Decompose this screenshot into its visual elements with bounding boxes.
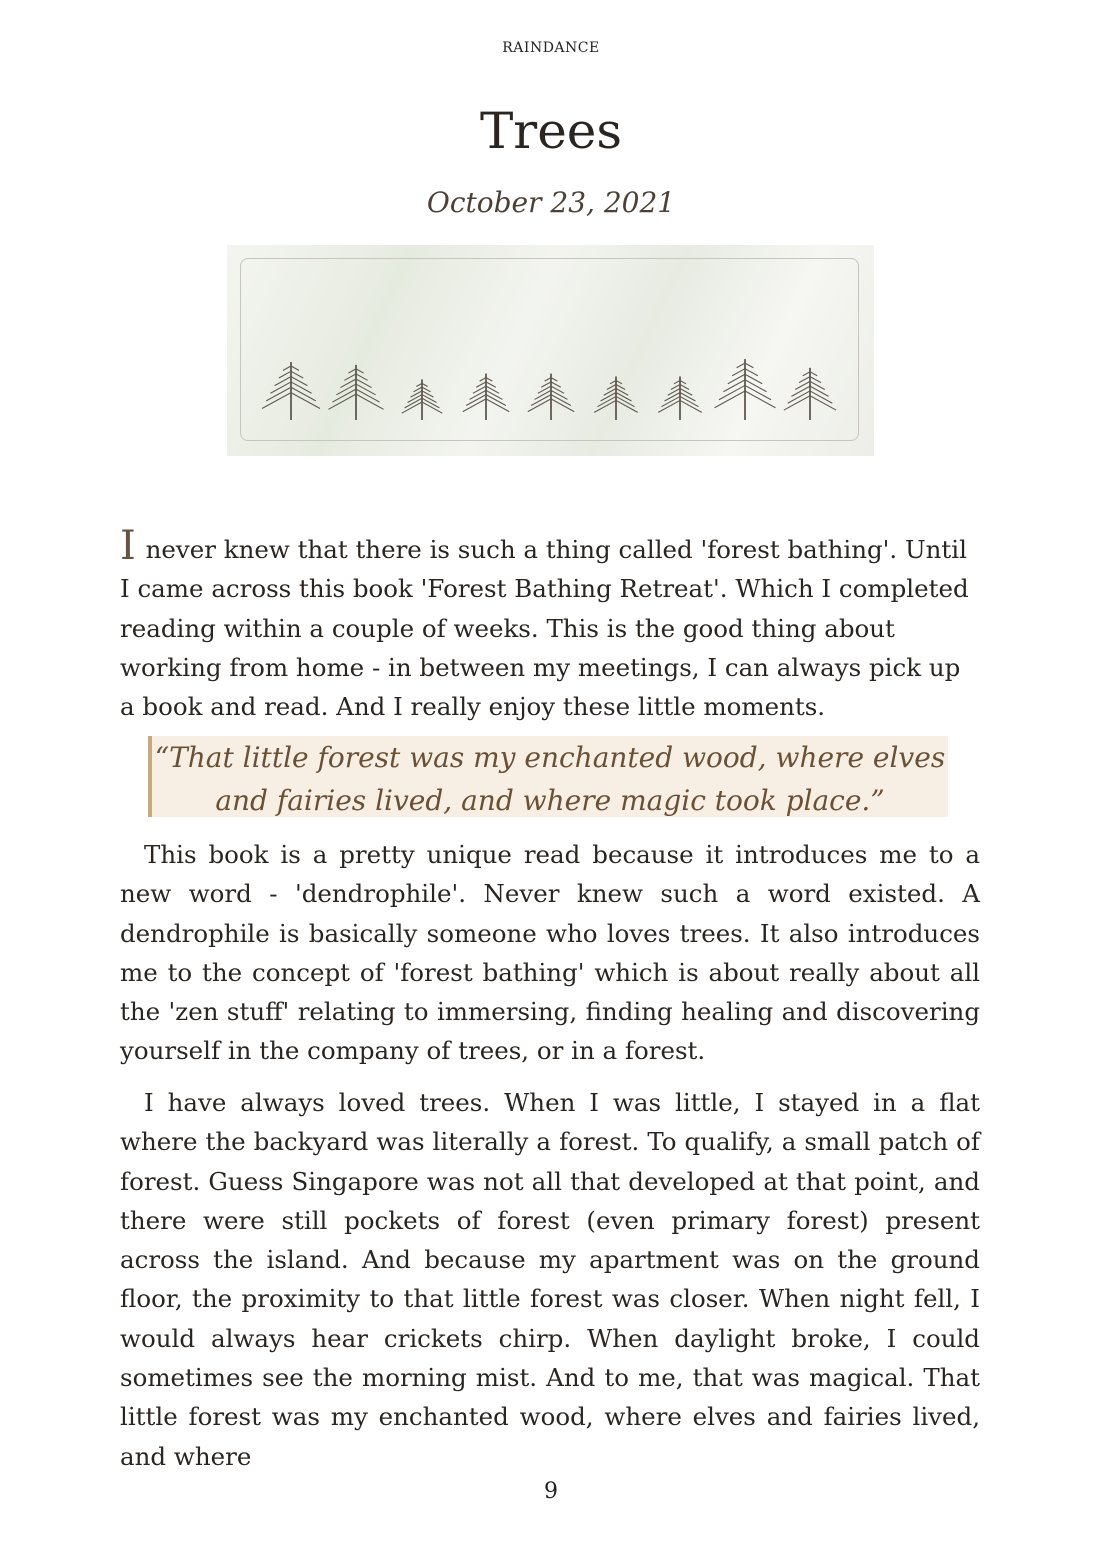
article-title: Trees [479, 102, 623, 160]
paragraph-1 [120, 523, 980, 726]
banner-illustration [227, 245, 874, 456]
tree-icon [594, 377, 638, 421]
drop-cap: I [120, 523, 136, 569]
tree-icon [463, 374, 509, 420]
tree-icon [328, 365, 383, 420]
running-head: RAINDANCE [502, 40, 600, 56]
tree-icon [715, 359, 776, 420]
paragraph-2: This book is a pretty unique read because it introduces me to a new word - 'dendrophile'. Never knew such a word existed. A dendrophile is basically someone who loves trees. It also introduces me to the concept of 'forest bathing' which is about really about all the 'zen stuff' relating to immersing, finding healing and discovering yourself in the company of trees, or in a forest. [120, 840, 980, 1066]
tree-icon [402, 379, 443, 420]
page-number: 9 [544, 1479, 558, 1504]
pull-quote: “That little forest was my enchanted wood, where elves and fairies lived, and where magic took place.” [148, 736, 948, 817]
pine-trees-icon [227, 245, 874, 456]
paragraph-3: I have always loved trees. When I was little, I stayed in a flat where the backyard was literally a forest. To qualify, a small patch of forest. Guess Singapore was not all that developed at that point, and there were still pockets of forest (even primary forest) present across the island. And because my apartment was on the ground floor, the proximity to that little forest was closer. When night fell, I would always hear crickets chirp. When daylight broke, I could sometimes see the morning mist. And to me, that was magical. That little forest was my enchanted wood, where elves and fairies lived, and where [120, 1088, 980, 1471]
tree-icon [784, 368, 836, 420]
tree-icon [262, 362, 320, 420]
paragraph-1-text: never knew that there is such a thing called 'forest bathing'. Until I came across this book 'Forest Bathing Retreat'. Which I completed reading within a couple of weeks. This is the good thing about working from home - in between my meetings, I can always pick up a book and read. And I really enjoy these little moments. [120, 535, 969, 722]
tree-icon [528, 374, 574, 420]
tree-icon [658, 377, 702, 421]
article-date: October 23, 2021 [426, 186, 676, 219]
